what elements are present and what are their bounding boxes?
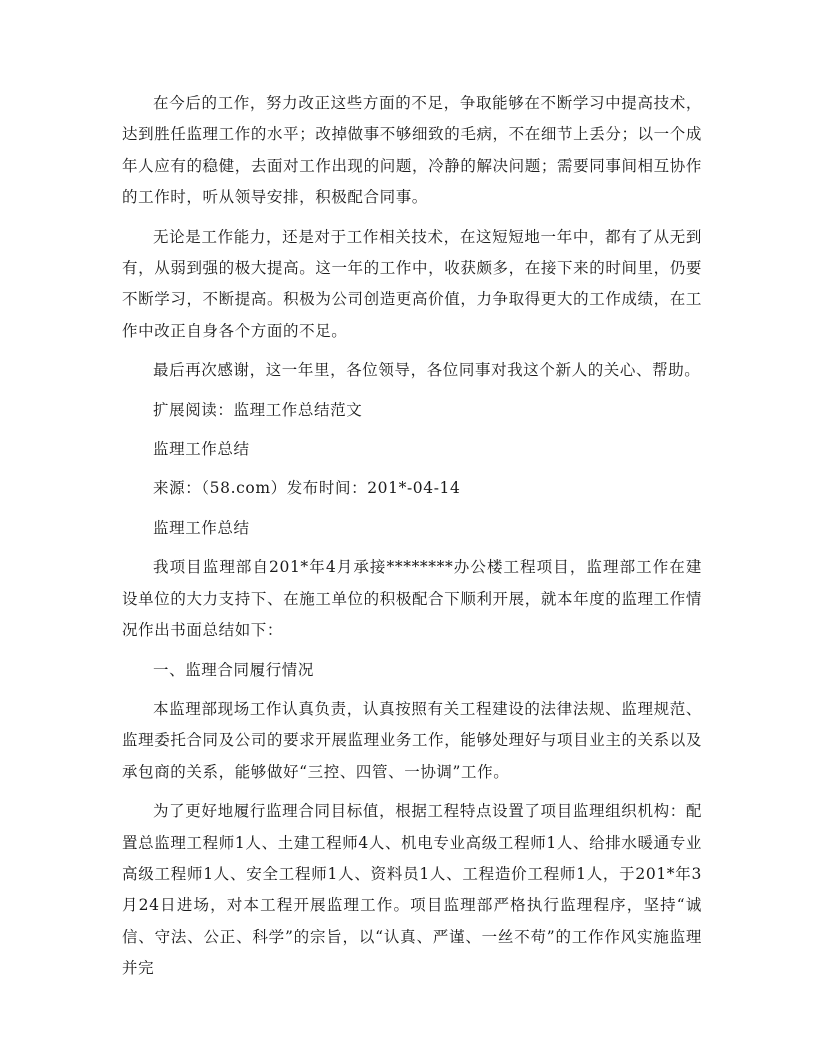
paragraph-section-title: 监理工作总结 [153, 440, 250, 459]
paragraph-organization: 为了更好地履行监理合同目标值，根据工程特点设置了项目监理组织机构：配置总监理工程师1人、土建工程师4人、机电专业高级工程师1人、给排水暖通专业高级工程师1人、安全工程师1人、资料员1人、工程造价工程师1人，于201*年3月24日进场，对本工程开展监理工作。项目监理部严格执行监理程序，坚持“诚信、守法、公正、科学”的宗旨，以“认真、严谨、一丝不苟”的工作作风实施监理并完 [122, 802, 702, 978]
document-body [122, 88, 702, 993]
paragraph-improvement-plan: 在今后的工作，努力改正这些方面的不足，争取能够在不断学习中提高技术，达到胜任监理工作的水平；改掉做事不够细致的毛病，不在细节上丢分；以一个成年人应有的稳健，去面对工作出现的问题，冷静的解决问题；需要同事间相互协作的工作时，听从领导安排，积极配合同事。 [122, 94, 702, 207]
paragraph-project-intro: 我项目监理部自201*年4月承接********办公楼工程项目，监理部工作在建设单位的大力支持下、在施工单位的积极配合下顺利开展，就本年度的监理工作情况作出书面总结如下： [122, 558, 702, 640]
paragraph-heading-contract: 一、监理合同履行情况 [153, 660, 315, 679]
paragraph-thanks: 最后再次感谢，这一年里，各位领导，各位同事对我这个新人的关心、帮助。 [153, 361, 701, 380]
paragraph-extended-reading: 扩展阅读：监理工作总结范文 [153, 400, 363, 419]
paragraph-skills-progress: 无论是工作能力，还是对于工作相关技术，在这短短地一年中，都有了从无到有，从弱到强的极大提高。这一年的工作中，收获颇多，在接下来的时间里，仍要不断学习，不断提高。积极为公司创造更高价值，力争取得更大的工作成绩，在工作中改正自身各个方面的不足。 [122, 227, 702, 340]
paragraph-subtitle: 监理工作总结 [153, 518, 250, 537]
paragraph-source-line: 来源：（58.com）发布时间：201*-04-14 [153, 479, 461, 498]
paragraph-onsite-work: 本监理部现场工作认真负责，认真按照有关工程建设的法律法规、监理规范、监理委托合同及公司的要求开展监理业务工作，能够处理好与项目业主的关系以及承包商的关系，能够做好“三控、四管、一协调”工作。 [122, 699, 702, 781]
